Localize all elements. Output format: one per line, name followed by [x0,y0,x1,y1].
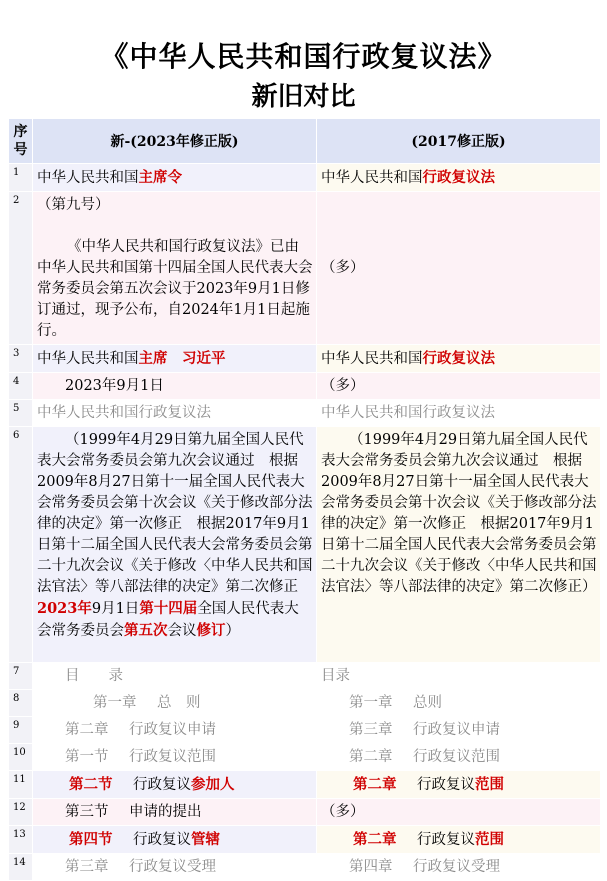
table-row [9,826,601,854]
table-row [9,427,601,663]
row-number: 7 [9,663,33,690]
old-text: （1999年4月29日第九届全国人民代表大会常务委员会第九次会议通过 根据2009年8月27日第十一届全国人民代表大会常务委员会第十次会议《关于修改部分法律的决定》第一次修正 根据2017年9月1日第十二届全国人民代表大会常务委员会第二十九次会议《关于修改〈中华人民共和国法官法〉等八部法律的决定》第二次修正） [317,427,601,663]
new-text: 第二节 行政复议参加人 [33,771,317,799]
row-number: 13 [9,826,33,854]
row-number: 11 [9,771,33,799]
new-text: 中华人民共和国行政复议法 [33,400,317,427]
old-text: 第二章 行政复议范围 [317,826,601,854]
header-new: 新-(2023年修正版) [33,119,317,164]
row-number: 9 [9,717,33,744]
row-number: 2 [9,192,33,345]
old-text: 第四章 行政复议受理 [317,854,601,881]
new-text: 中华人民共和国主席 习近平 [33,345,317,373]
row-number: 6 [9,427,33,663]
table-row [9,690,601,717]
table-header [9,119,601,164]
new-text: 第二章 行政复议申请 [33,717,317,744]
header-seq: 序号 [9,119,33,164]
new-text: 第一章 总 则 [33,690,317,717]
row-number: 1 [9,164,33,192]
new-text: 第三节 申请的提出 [33,799,317,826]
old-text: 第三章 行政复议申请 [317,717,601,744]
row-number: 3 [9,345,33,373]
table-row [9,373,601,400]
table-row [9,799,601,826]
old-text: 中华人民共和国行政复议法 [317,345,601,373]
old-text: 中华人民共和国行政复议法 [317,164,601,192]
old-text: （多） [317,799,601,826]
old-text: 第二章 行政复议范围 [317,744,601,771]
new-text: 2023年9月1日 [33,373,317,400]
row-number: 8 [9,690,33,717]
old-text: 中华人民共和国行政复议法 [317,400,601,427]
row-number: 5 [9,400,33,427]
table-row [9,345,601,373]
old-text: 第一章 总则 [317,690,601,717]
old-text: （多） [317,373,601,400]
table-row [9,854,601,881]
table-row [9,192,601,345]
table-row [9,771,601,799]
new-text: （第九号） 《中华人民共和国行政复议法》已由中华人民共和国第十四届全国人民代表大会常务委员会第五次会议于2023年9月1日修订通过，现予公布，自2024年1月1日起施行。 [33,192,317,345]
comparison-table [8,118,601,881]
new-text: 目 录 [33,663,317,690]
table-row [9,400,601,427]
old-text: 第二章 行政复议范围 [317,771,601,799]
page-subtitle: 新旧对比 [251,82,356,112]
row-number: 4 [9,373,33,400]
old-text: 目录 [317,663,601,690]
table-row [9,663,601,690]
table-row [9,164,601,192]
row-number: 14 [9,854,33,881]
row-number: 12 [9,799,33,826]
table-row [9,744,601,771]
old-text: （多） [317,192,601,345]
header-old: (2017修正版) [317,119,601,164]
new-text: 第三章 行政复议受理 [33,854,317,881]
new-text: （1999年4月29日第九届全国人民代表大会常务委员会第九次会议通过 根据2009年8月27日第十一届全国人民代表大会常务委员会第十次会议《关于修改部分法律的决定》第一次修正 根据2017年9月1日第十二届全国人民代表大会常务委员会第二十九次会议《关于修改〈中华人民共和国法官法〉等八部法律的决定》第二次修正 2023年9月1日第十四届全国人民代表大会常务委员会第五次会议修订） [33,427,317,663]
row-number: 10 [9,744,33,771]
new-text: 中华人民共和国主席令 [33,164,317,192]
table-row [9,717,601,744]
new-text: 第一节 行政复议范围 [33,744,317,771]
page-title: 《中华人民共和国行政复议法》 [100,40,507,73]
new-text: 第四节 行政复议管辖 [33,826,317,854]
